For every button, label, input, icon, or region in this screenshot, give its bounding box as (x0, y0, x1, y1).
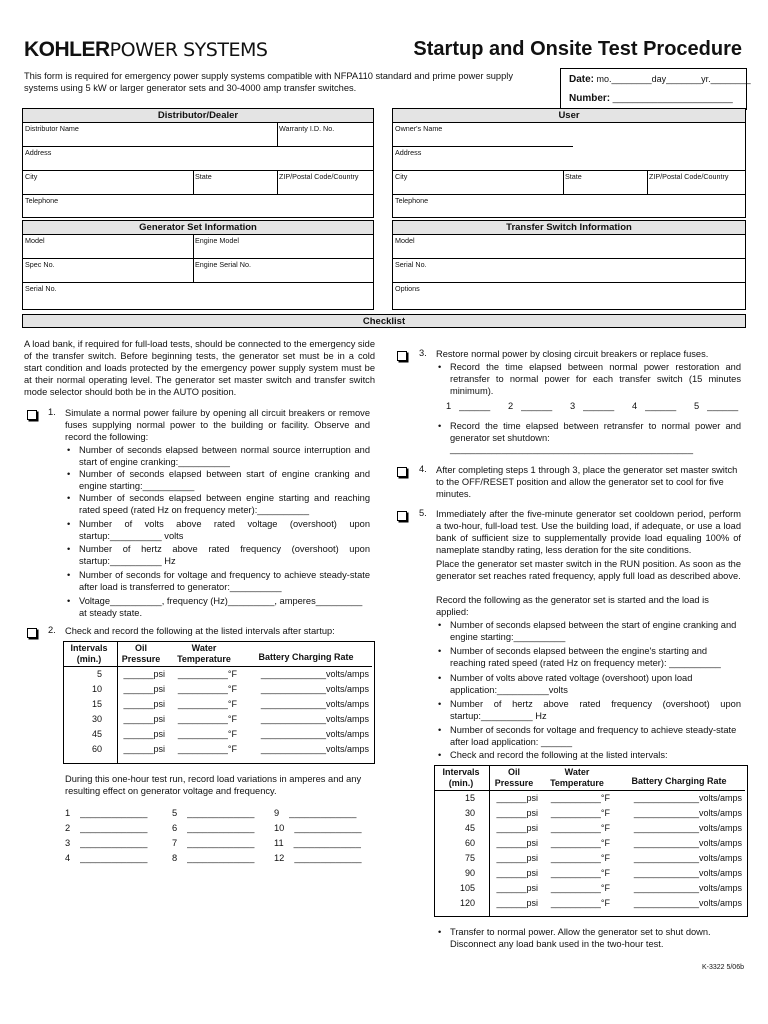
step5-oil-field[interactable]: ______psi (496, 853, 538, 863)
step2-interval: 5 (96, 669, 102, 679)
switch-entry-number: 5 (694, 401, 700, 411)
page-title: Startup and Onsite Test Procedure (413, 38, 742, 60)
load-entry-line[interactable]: _____________ (289, 808, 357, 818)
switch-entry-number: 2 (508, 401, 514, 411)
step5-oil-field[interactable]: ______psi (496, 898, 538, 908)
load-variation-entry[interactable] (172, 838, 254, 848)
step2-row (64, 742, 372, 757)
step5-row (435, 806, 745, 821)
load-entry-number: 7 (172, 838, 178, 848)
number-field[interactable]: ________________________ (612, 93, 733, 103)
load-entry-line[interactable]: _____________ (293, 838, 361, 848)
step5-water-field[interactable]: __________°F (550, 808, 610, 818)
switch-entry-number: 4 (632, 401, 638, 411)
step1-checkbox[interactable] (27, 410, 37, 420)
load-variation-text: During this one-hour test run, record load variations in amperes and any resulting effect on generator voltage and frequency. (65, 774, 362, 796)
load-entry-line[interactable]: _____________ (294, 853, 362, 863)
load-entry-number: 5 (172, 808, 178, 818)
load-entry-number: 1 (65, 808, 71, 818)
step2-battery-field[interactable]: _____________volts/amps (260, 684, 369, 694)
step5-water-field[interactable]: __________°F (550, 823, 610, 833)
load-entry-number: 3 (65, 838, 71, 848)
load-entry-line[interactable]: _____________ (80, 853, 148, 863)
load-entry-number: 4 (65, 853, 71, 863)
brand-rest: POWER SYSTEMS (109, 39, 268, 61)
step2-interval: 60 (91, 744, 102, 754)
distributor-address-field[interactable]: Address (25, 148, 52, 157)
step5-oil-field[interactable]: ______psi (496, 793, 538, 803)
distributor-state-field[interactable]: State (195, 172, 212, 181)
load-variation-entry[interactable] (172, 823, 254, 833)
step5-water-field[interactable]: __________°F (550, 838, 610, 848)
step5-battery-field[interactable]: _____________volts/amps (633, 853, 742, 863)
brand-bold: KOHLER (24, 38, 110, 61)
step5-row (435, 791, 745, 807)
step5-checkbox[interactable] (397, 511, 407, 521)
step5-oil-field[interactable]: ______psi (496, 808, 538, 818)
load-variation-entry[interactable] (65, 823, 147, 833)
engine-serial-field[interactable]: Engine Serial No. (195, 260, 251, 269)
step1-bullet-6: • Number of seconds for voltage and frequency to achieve steady-state after load is transferred to generator:__________ (79, 569, 370, 593)
step2-row (64, 667, 372, 683)
step2-battery-field[interactable]: _____________volts/amps (260, 744, 369, 754)
switch-time-entry[interactable] (632, 401, 676, 411)
step2-battery-field[interactable]: _____________volts/amps (260, 669, 369, 679)
step5-bullet-5: • Number of seconds for voltage and frequency to achieve steady-state after load application: ______ (450, 724, 741, 748)
step4-number: 4. (419, 464, 427, 474)
step5-row (435, 836, 745, 851)
step2-oil-field[interactable]: ______psi (123, 699, 165, 709)
generator-serial-field[interactable]: Serial No. (25, 284, 57, 293)
step5-water-field[interactable]: __________°F (550, 868, 610, 878)
step2-interval: 45 (91, 729, 102, 739)
step5-row (435, 866, 745, 881)
step1-bullet-3: • Number of seconds elapsed between engine starting and reaching rated speed (rated Hz on frequency meter):__________ (79, 492, 370, 516)
distributor-heading: Distributor/Dealer (23, 109, 373, 123)
step2-battery-field[interactable]: _____________volts/amps (260, 699, 369, 709)
step4-checkbox[interactable] (397, 467, 407, 477)
step5-battery-field[interactable]: _____________volts/amps (633, 838, 742, 848)
step2-water-field[interactable]: __________°F (177, 684, 237, 694)
engine-model-field[interactable]: Engine Model (195, 236, 239, 245)
load-entry-line[interactable]: _____________ (187, 808, 255, 818)
user-state-field[interactable]: State (565, 172, 582, 181)
step5-oil-field[interactable]: ______psi (496, 823, 538, 833)
step1-bullet-1: • Number of seconds elapsed between normal source interruption and start of engine cranking:__________ (79, 444, 370, 468)
load-entry-line[interactable]: _____________ (80, 823, 148, 833)
step5-interval: 75 (464, 853, 475, 863)
checklist-intro: A load bank, if required for full-load tests, should be connected to the emergency side of the transfer switch. Before beginning tests, the generator set must be in a cold start condition and loads protected by the emergency power supply system must be at their normal operating level. The generator set master switch and transfer switch mode selector should both be in the AUTO position. (24, 339, 375, 397)
user-heading: User (393, 109, 745, 123)
step2-battery-field[interactable]: _____________volts/amps (260, 729, 369, 739)
switch-time-entry[interactable] (508, 401, 552, 411)
load-entry-number: 12 (274, 853, 285, 863)
distributor-zip-field[interactable]: ZIP/Postal Code/Country (279, 172, 359, 181)
date-number-box (560, 68, 751, 110)
date-field[interactable]: mo.________day_______yr.________ (596, 74, 751, 84)
step5-bullet-6: • Check and record the following at the listed intervals: (450, 749, 741, 761)
load-entry-line[interactable]: _____________ (294, 823, 362, 833)
step3-text: Restore normal power by closing circuit breakers or replace fuses. (436, 349, 709, 359)
step5-col-intervals: Intervals (min.) (435, 766, 487, 791)
switch-entry-line[interactable]: ______ (707, 401, 739, 411)
step5-text: Immediately after the five-minute generator set cooldown period, perform a two-hour, full-load test. Use the building load, if adequate, or use a load bank of sufficient size to supplementally provide load equaling 100% of nameplate standby rating, less deration for the site conditions. (436, 509, 741, 555)
step1-text: Simulate a normal power failure by opening all circuit breakers or remove fuses supplying normal power to the building or facility. Observe and record the following: (65, 408, 370, 442)
transfer-panel (392, 220, 746, 310)
load-variation-entry[interactable] (274, 823, 362, 833)
owner-name-field[interactable]: Owner's Name (395, 124, 443, 133)
distributor-telephone-field[interactable]: Telephone (25, 196, 59, 205)
load-variation-entry[interactable] (274, 853, 362, 863)
spec-no-field[interactable]: Spec No. (25, 260, 55, 269)
step2-checkbox[interactable] (27, 628, 37, 638)
checklist-heading: Checklist (22, 314, 746, 328)
step2-water-field[interactable]: __________°F (177, 699, 237, 709)
distributor-panel (22, 108, 374, 218)
transfer-options-field[interactable]: Options (395, 284, 420, 293)
step5-paragraph-3: Record the following as the generator set is started and the load is applied: (436, 595, 709, 617)
load-entry-number: 9 (274, 808, 280, 818)
step2-number: 2. (48, 625, 56, 635)
number-label: Number: (569, 93, 611, 104)
step5-paragraph-2: Place the generator set master switch in the RUN position. As soon as the generator set reaches rated frequency, apply full load as described above. (436, 559, 741, 581)
step4-text: After completing steps 1 through 3, place the generator set master switch to the OFF/RESET position and allow the generator set to cool for five minutes. (436, 465, 738, 499)
load-entry-line[interactable]: _____________ (80, 838, 148, 848)
step3-bullet-1: • Record the time elapsed between normal power restoration and retransfer to normal power for each transfer switch (15 minutes minimum). (450, 361, 741, 397)
step5-bullet-2: • Number of seconds elapsed between the engine's starting and reaching rated speed (rated Hz on frequency meter): __________ (450, 645, 741, 669)
distributor-name-field[interactable]: Distributor Name (25, 124, 79, 133)
step1-bullet-2: • Number of seconds elapsed between start of engine cranking and engine starting:__________ (79, 468, 370, 492)
step1-bullet-4: • Number of volts above rated voltage (overshoot) upon startup:__________ volts (79, 518, 370, 542)
load-variation-entry[interactable] (65, 808, 147, 818)
load-entry-number: 8 (172, 853, 178, 863)
user-city-field[interactable]: City (395, 172, 408, 181)
load-entry-line[interactable]: _____________ (187, 823, 255, 833)
step5-col-water: Water Temperature (541, 766, 613, 791)
step2-col-battery: Battery Charging Rate (240, 642, 372, 667)
step5-battery-field[interactable]: _____________volts/amps (633, 898, 742, 908)
step2-interval-table (64, 642, 372, 757)
step5-water-field[interactable]: __________°F (550, 883, 610, 893)
switch-entry-line[interactable]: ______ (459, 401, 491, 411)
step2-col-intervals: Intervals (min.) (64, 642, 114, 667)
load-variation-entry[interactable] (274, 808, 356, 818)
step2-oil-field[interactable]: ______psi (123, 714, 165, 724)
step2-oil-field[interactable]: ______psi (123, 684, 165, 694)
load-variation-entry[interactable] (65, 853, 147, 863)
step2-col-oil: Oil Pressure (114, 642, 168, 667)
transfer-serial-field[interactable]: Serial No. (395, 260, 427, 269)
load-entry-line[interactable]: _____________ (187, 838, 255, 848)
step1-bullet-7: • Voltage__________, frequency (Hz)_________, amperes_________ at steady state. (79, 595, 370, 619)
transfer-heading: Transfer Switch Information (393, 221, 745, 235)
step5-bullet-1: • Number of seconds elapsed between the start of engine cranking and engine starting:__________ (450, 619, 741, 643)
step3-bullet-2: • Record the time elapsed between retransfer to normal power and generator set shutdown: (450, 420, 741, 444)
step5-interval: 105 (459, 883, 475, 893)
load-variation-entry[interactable] (172, 853, 254, 863)
switch-time-entry[interactable] (570, 401, 614, 411)
switch-time-entry[interactable] (694, 401, 738, 411)
step5-oil-field[interactable]: ______psi (496, 838, 538, 848)
switch-time-entry[interactable] (446, 401, 490, 411)
transfer-model-field[interactable]: Model (395, 236, 415, 245)
step5-row (435, 821, 745, 836)
load-variation-entry[interactable] (274, 838, 361, 848)
step2-text: Check and record the following at the listed intervals after startup: (65, 626, 335, 636)
load-entry-number: 11 (274, 838, 284, 848)
step5-row (435, 896, 745, 911)
step5-water-field[interactable]: __________°F (550, 793, 610, 803)
step2-water-field[interactable]: __________°F (177, 669, 237, 679)
step5-battery-field[interactable]: _____________volts/amps (633, 823, 742, 833)
step5-interval: 30 (464, 808, 475, 818)
step2-water-field[interactable]: __________°F (177, 729, 237, 739)
step5-row (435, 851, 745, 866)
step2-oil-field[interactable]: ______psi (123, 729, 165, 739)
load-entry-number: 10 (274, 823, 285, 833)
generator-heading: Generator Set Information (23, 221, 373, 235)
step5-final-bullet: • Transfer to normal power. Allow the generator set to shut down. Disconnect any load bank used in the two-hour test. (450, 926, 745, 950)
warranty-id-field[interactable]: Warranty I.D. No. (279, 124, 335, 133)
distributor-city-field[interactable]: City (25, 172, 38, 181)
step2-col-water: Water Temperature (168, 642, 240, 667)
step1-number: 1. (48, 407, 56, 417)
step5-battery-field[interactable]: _____________volts/amps (633, 793, 742, 803)
step5-bullet-4: • Number of hertz above rated frequency (overshoot) upon startup:__________ Hz (450, 698, 741, 722)
generator-panel (22, 220, 374, 310)
step2-interval: 15 (91, 699, 102, 709)
step2-row (64, 712, 372, 727)
step5-interval: 90 (464, 868, 475, 878)
switch-entry-number: 3 (570, 401, 576, 411)
step5-battery-field[interactable]: _____________volts/amps (633, 808, 742, 818)
load-entry-number: 2 (65, 823, 71, 833)
step2-row (64, 682, 372, 697)
load-variation-entry[interactable] (172, 808, 254, 818)
step5-battery-field[interactable]: _____________volts/amps (633, 868, 742, 878)
step3-checkbox[interactable] (397, 351, 407, 361)
switch-entry-line[interactable]: ______ (583, 401, 615, 411)
load-entry-number: 6 (172, 823, 178, 833)
step5-col-battery: Battery Charging Rate (613, 766, 745, 791)
step2-water-field[interactable]: __________°F (177, 744, 237, 754)
step2-row (64, 697, 372, 712)
user-panel (392, 108, 746, 218)
step2-oil-field[interactable]: ______psi (123, 744, 165, 754)
shutdown-time-field[interactable]: _______________________________________________ (450, 444, 694, 454)
step5-interval-table (435, 766, 745, 911)
form-code: K-3322 5/06b (701, 964, 744, 971)
step5-interval: 120 (459, 898, 475, 908)
step3-number: 3. (419, 348, 427, 358)
load-entry-line[interactable]: _____________ (80, 808, 148, 818)
switch-entry-line[interactable]: ______ (645, 401, 677, 411)
step5-oil-field[interactable]: ______psi (496, 883, 538, 893)
generator-model-field[interactable]: Model (25, 236, 45, 245)
step2-oil-field[interactable]: ______psi (123, 669, 165, 679)
step5-number: 5. (419, 508, 427, 518)
step5-water-field[interactable]: __________°F (550, 853, 610, 863)
intro-text: This form is required for emergency power supply systems compatible with NFPA110 standard and prime power supply systems using 5 kW or larger generator sets and 30-4000 amp transfer switches. (24, 71, 513, 93)
user-telephone-field[interactable]: Telephone (395, 196, 429, 205)
step5-interval: 60 (464, 838, 475, 848)
load-entry-line[interactable]: _____________ (187, 853, 255, 863)
step5-battery-field[interactable]: _____________volts/amps (633, 883, 742, 893)
date-label: Date: (569, 74, 595, 85)
step1-bullet-5: • Number of hertz above rated frequency (overshoot) upon startup:__________ Hz (79, 543, 370, 567)
switch-entry-number: 1 (446, 401, 452, 411)
user-zip-field[interactable]: ZIP/Postal Code/Country (649, 172, 729, 181)
step2-interval: 30 (91, 714, 102, 724)
step5-row (435, 881, 745, 896)
step2-battery-field[interactable]: _____________volts/amps (260, 714, 369, 724)
step5-bullet-3: • Number of volts above rated voltage (overshoot) upon load application:__________volts (450, 672, 741, 696)
step5-col-oil: Oil Pressure (487, 766, 541, 791)
step5-interval: 15 (464, 793, 475, 803)
step2-row (64, 727, 372, 742)
step5-water-field[interactable]: __________°F (550, 898, 610, 908)
step2-interval: 10 (91, 684, 102, 694)
step5-oil-field[interactable]: ______psi (496, 868, 538, 878)
user-address-field[interactable]: Address (395, 148, 422, 157)
step5-interval: 45 (464, 823, 475, 833)
load-variation-entry[interactable] (65, 838, 147, 848)
step2-water-field[interactable]: __________°F (177, 714, 237, 724)
switch-entry-line[interactable]: ______ (521, 401, 553, 411)
brand-logo (24, 38, 267, 62)
